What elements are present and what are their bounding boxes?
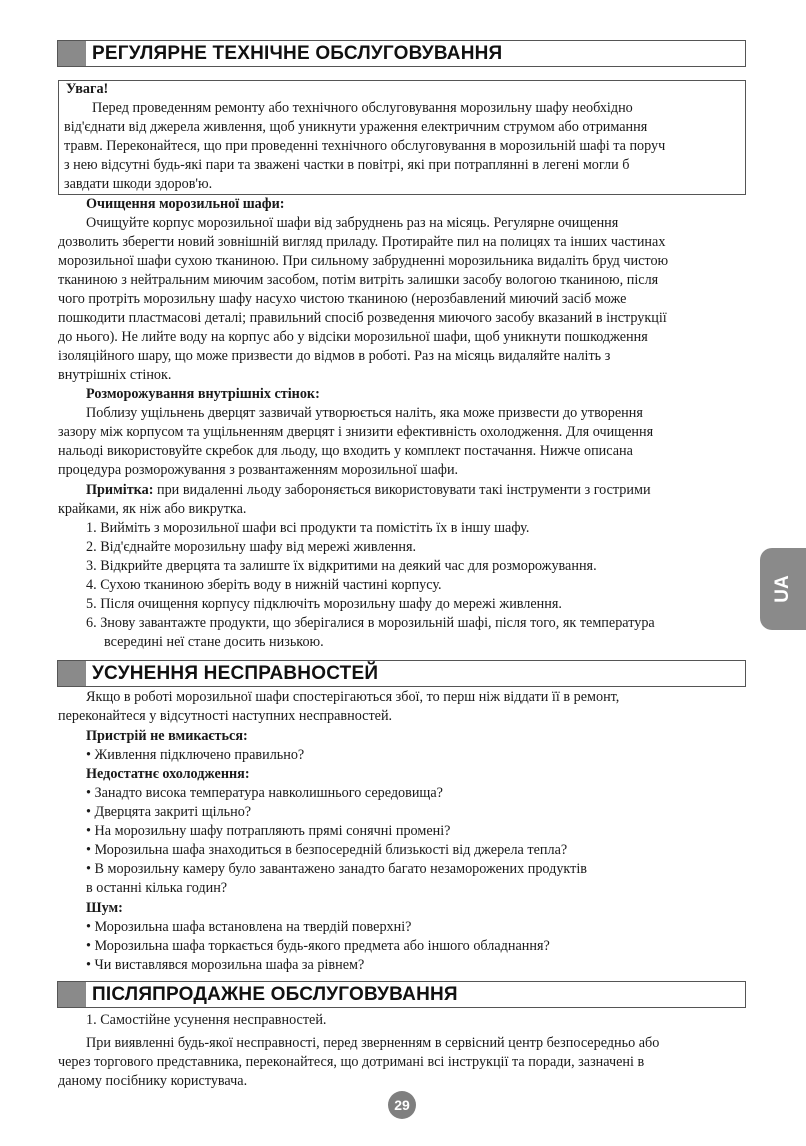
bullet-item-continuation: в останні кілька годин?: [86, 880, 228, 896]
list-item: 6. Знову завантажте продукти, що зберігалися в морозильній шафі, після того, як температура: [86, 615, 655, 631]
bullet-item: • Дверцята закриті щільно?: [86, 804, 252, 820]
paragraph-line: Поблизу ущільнень дверцят зазвичай утворюється наліть, яка може призвести до утворення: [86, 405, 643, 421]
bullet-item: • Морозильна шафа торкається будь-якого предмета або іншого обладнання?: [86, 938, 550, 954]
paragraph-line: ізоляційного шару, що може призвести до відмов в роботі. Раз на місяць видаляйте наліть з: [58, 348, 611, 364]
paragraph-line: Очищуйте корпус морозильної шафи від забруднень раз на місяць. Регулярне очищення: [86, 215, 619, 231]
paragraph-line: переконайтеся у відсутності наступних несправностей.: [58, 708, 393, 724]
section-title: УСУНЕННЯ НЕСПРАВНОСТЕЙ: [92, 663, 379, 684]
header-accent-bar: [58, 41, 86, 66]
section-header-maintenance: [57, 40, 746, 67]
note-text: при видаленні льоду забороняється використовувати такі інструменти з гострими: [153, 482, 651, 498]
list-item: 3. Відкрийте дверцята та залиште їх відкритими на деякий час для розморожування.: [86, 558, 597, 574]
subheading-cleaning: Очищення морозильної шафи:: [86, 196, 285, 212]
subheading-noise: Шум:: [86, 900, 123, 916]
list-item: 1. Самостійне усунення несправностей.: [86, 1012, 327, 1028]
bullet-item: • В морозильну камеру було завантажено занадто багато незаморожених продуктів: [86, 861, 587, 877]
paragraph-line: Якщо в роботі морозильної шафи спостерігаються збої, то перш ніж віддати її в ремонт,: [86, 689, 620, 705]
warning-title: Увага!: [66, 81, 109, 97]
paragraph-line: до нього). Не лийте воду на корпус або у відсіки морозильної шафи, щоб уникнути пошкодження: [58, 329, 648, 345]
section-title: РЕГУЛЯРНЕ ТЕХНІЧНЕ ОБСЛУГОВУВАННЯ: [92, 43, 503, 64]
subheading-defrost: Розморожування внутрішніх стінок:: [86, 386, 320, 402]
warning-line: Перед проведенням ремонту або технічного обслуговування морозильну шафу необхідно: [92, 100, 633, 116]
paragraph-line: морозильної шафи сухою тканиною. При сильному забрудненні морозильника видаліть бруд чистою: [58, 253, 669, 269]
paragraph-line: даному посібнику користувача.: [58, 1073, 248, 1089]
paragraph-line: чого протріть морозильну шафу насухо чистою тканиною (нерозбавлений миючий засіб може: [58, 291, 627, 307]
list-item: 2. Від'єднайте морозильну шафу від мережі живлення.: [86, 539, 417, 555]
section-title: ПІСЛЯПРОДАЖНЕ ОБСЛУГОВУВАННЯ: [92, 984, 458, 1005]
bullet-item: • Морозильна шафа встановлена на твердій поверхні?: [86, 919, 412, 935]
bullet-item: • Чи виставлявся морозильна шафа за рівнем?: [86, 957, 365, 973]
paragraph-line: внутрішніх стінок.: [58, 367, 172, 383]
paragraph-line: нальоді використовуйте скребок для льоду, що входить у комплект постачання. Нижче описана: [58, 443, 633, 459]
bullet-item: • На морозильну шафу потрапляють прямі сонячні промені?: [86, 823, 451, 839]
language-tab: [760, 548, 806, 630]
note-line: крайками, як ніж або викрутка.: [58, 501, 247, 517]
paragraph-line: зазору між корпусом та ущільненням дверцят і знизити ефективність охолодження. Для очищення: [58, 424, 654, 440]
warning-line: травм. Переконайтеся, що при проведенні технічного обслуговування в морозильній шафі та поруч: [64, 138, 666, 154]
subheading-cooling: Недостатнє охолодження:: [86, 766, 250, 782]
language-tab-label: UA: [772, 575, 793, 603]
subheading-no-power: Пристрій не вмикається:: [86, 728, 248, 744]
bullet-item: • Живлення підключено правильно?: [86, 747, 305, 763]
list-item-continuation: всередині неї стане досить низькою.: [104, 634, 324, 650]
header-accent-bar: [58, 982, 86, 1007]
warning-line: від'єднати від джерела живлення, щоб уникнути ураження електричним струмом або отримання: [64, 119, 648, 135]
paragraph-line: пошкодити пластмасові деталі; правильний спосіб розведення миючого засобу вказаний в інструкції: [58, 310, 667, 326]
list-item: 4. Сухою тканиною зберіть воду в нижній частині корпусу.: [86, 577, 442, 593]
warning-line: завдати шкоди здоров'ю.: [64, 176, 213, 192]
bullet-item: • Занадто висока температура навколишнього середовища?: [86, 785, 443, 801]
list-item: 1. Вийміть з морозильної шафи всі продукти та помістіть їх в іншу шафу.: [86, 520, 530, 536]
note-line: [86, 481, 776, 500]
note-label: Примітка:: [86, 482, 154, 498]
paragraph-line: процедура розморожування з розвантаженням морозильної шафи.: [58, 462, 459, 478]
paragraph-line: через торгового представника, переконайтеся, що дотримані всі інструкції та поради, зазначені в: [58, 1054, 645, 1070]
paragraph-line: тканиною з нейтральним миючим засобом, потім витріть залишки засобу вологою тканиною, після: [58, 272, 659, 288]
page-number: 29: [388, 1091, 416, 1119]
section-header-after-sales: [57, 981, 746, 1008]
paragraph-line: дозволить зберегти новий зовнішній вигляд приладу. Протирайте пил на полицях та інших частинах: [58, 234, 666, 250]
section-header-troubleshooting: [57, 660, 746, 687]
paragraph-line: При виявленні будь-якої несправності, перед зверненням в сервісний центр безпосередньо або: [86, 1035, 660, 1051]
header-accent-bar: [58, 661, 86, 686]
bullet-item: • Морозильна шафа знаходиться в безпосередній близькості від джерела тепла?: [86, 842, 568, 858]
warning-line: з нею відсутні будь-які пари та зважені частки в повітрі, які при потраплянні в легені могли б: [64, 157, 630, 173]
list-item: 5. Після очищення корпусу підключіть морозильну шафу до мережі живлення.: [86, 596, 562, 612]
